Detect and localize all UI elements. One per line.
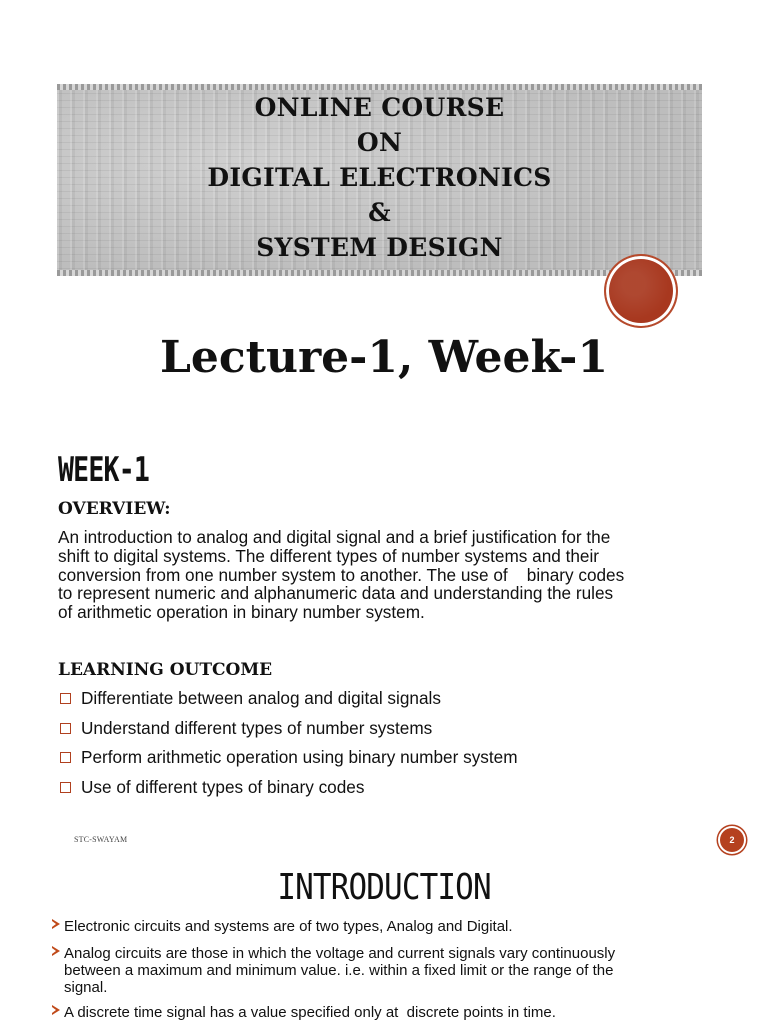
list-item-text: Understand different types of number systems xyxy=(81,717,433,738)
arrowhead-icon xyxy=(52,1005,60,1015)
title-banner xyxy=(57,84,702,276)
bullet-line: signal. xyxy=(64,979,108,996)
banner-title-line: & xyxy=(368,198,391,227)
list-item xyxy=(52,1004,722,1021)
hollow-square-icon xyxy=(60,723,71,734)
arrowhead-icon xyxy=(52,946,60,956)
hollow-square-icon xyxy=(60,693,71,704)
learning-outcome-list xyxy=(58,686,518,804)
orange-circle-icon xyxy=(606,256,676,326)
list-item xyxy=(52,945,722,996)
banner-title-line: SYSTEM DESIGN xyxy=(256,233,503,262)
introduction-heading-text: INTRODUCTION xyxy=(277,867,491,908)
list-item-text: Use of different types of binary codes xyxy=(81,776,365,797)
list-item xyxy=(58,716,518,746)
footer-source: STC-SWAYAM xyxy=(74,835,128,844)
bullet-line: Analog circuits are those in which the voltage and current signals vary continuously xyxy=(64,945,616,962)
hollow-square-icon xyxy=(60,782,71,793)
hollow-square-icon xyxy=(60,752,71,763)
list-item xyxy=(52,918,722,935)
lecture-title: Lecture-1, Week-1 xyxy=(159,332,609,383)
overview-line: to represent numeric and alphanumeric data and understanding the rules xyxy=(58,583,614,604)
banner-title-line: ON xyxy=(356,128,403,157)
overview-line: conversion from one number system to another. The use of binary codes xyxy=(58,564,625,585)
learning-outcome-label: LEARNING OUTCOME xyxy=(58,660,273,680)
list-item xyxy=(58,745,518,775)
banner-title xyxy=(57,90,702,265)
arrowhead-icon xyxy=(52,919,60,929)
overview-line: An introduction to analog and digital signal and a brief justification for the xyxy=(58,527,611,547)
overview-label: OVERVIEW: xyxy=(58,499,171,519)
list-item xyxy=(58,775,518,805)
list-item-text: Differentiate between analog and digital signals xyxy=(81,688,441,708)
bullet-line: A discrete time signal has a value specified only at discrete points in time. xyxy=(64,1004,556,1021)
introduction-heading xyxy=(0,866,768,910)
banner-title-line: DIGITAL ELECTRONICS xyxy=(207,163,552,192)
overview-paragraph xyxy=(58,528,718,622)
page-number-badge: 2 xyxy=(718,826,746,854)
introduction-list xyxy=(52,918,722,1031)
overview-line: of arithmetic operation in binary number system. xyxy=(58,602,425,623)
bullet-line: between a maximum and minimum value. i.e. within a fixed limit or the range of the xyxy=(64,962,614,979)
list-item-text: Perform arithmetic operation using binary number system xyxy=(81,747,518,768)
bullet-line: Electronic circuits and systems are of two types, Analog and Digital. xyxy=(64,918,513,935)
list-item xyxy=(58,686,518,716)
week-heading: WEEK-1 xyxy=(58,450,150,490)
banner-title-line: ONLINE COURSE xyxy=(254,93,505,122)
overview-line: shift to digital systems. The different types of number systems and their xyxy=(58,545,600,566)
